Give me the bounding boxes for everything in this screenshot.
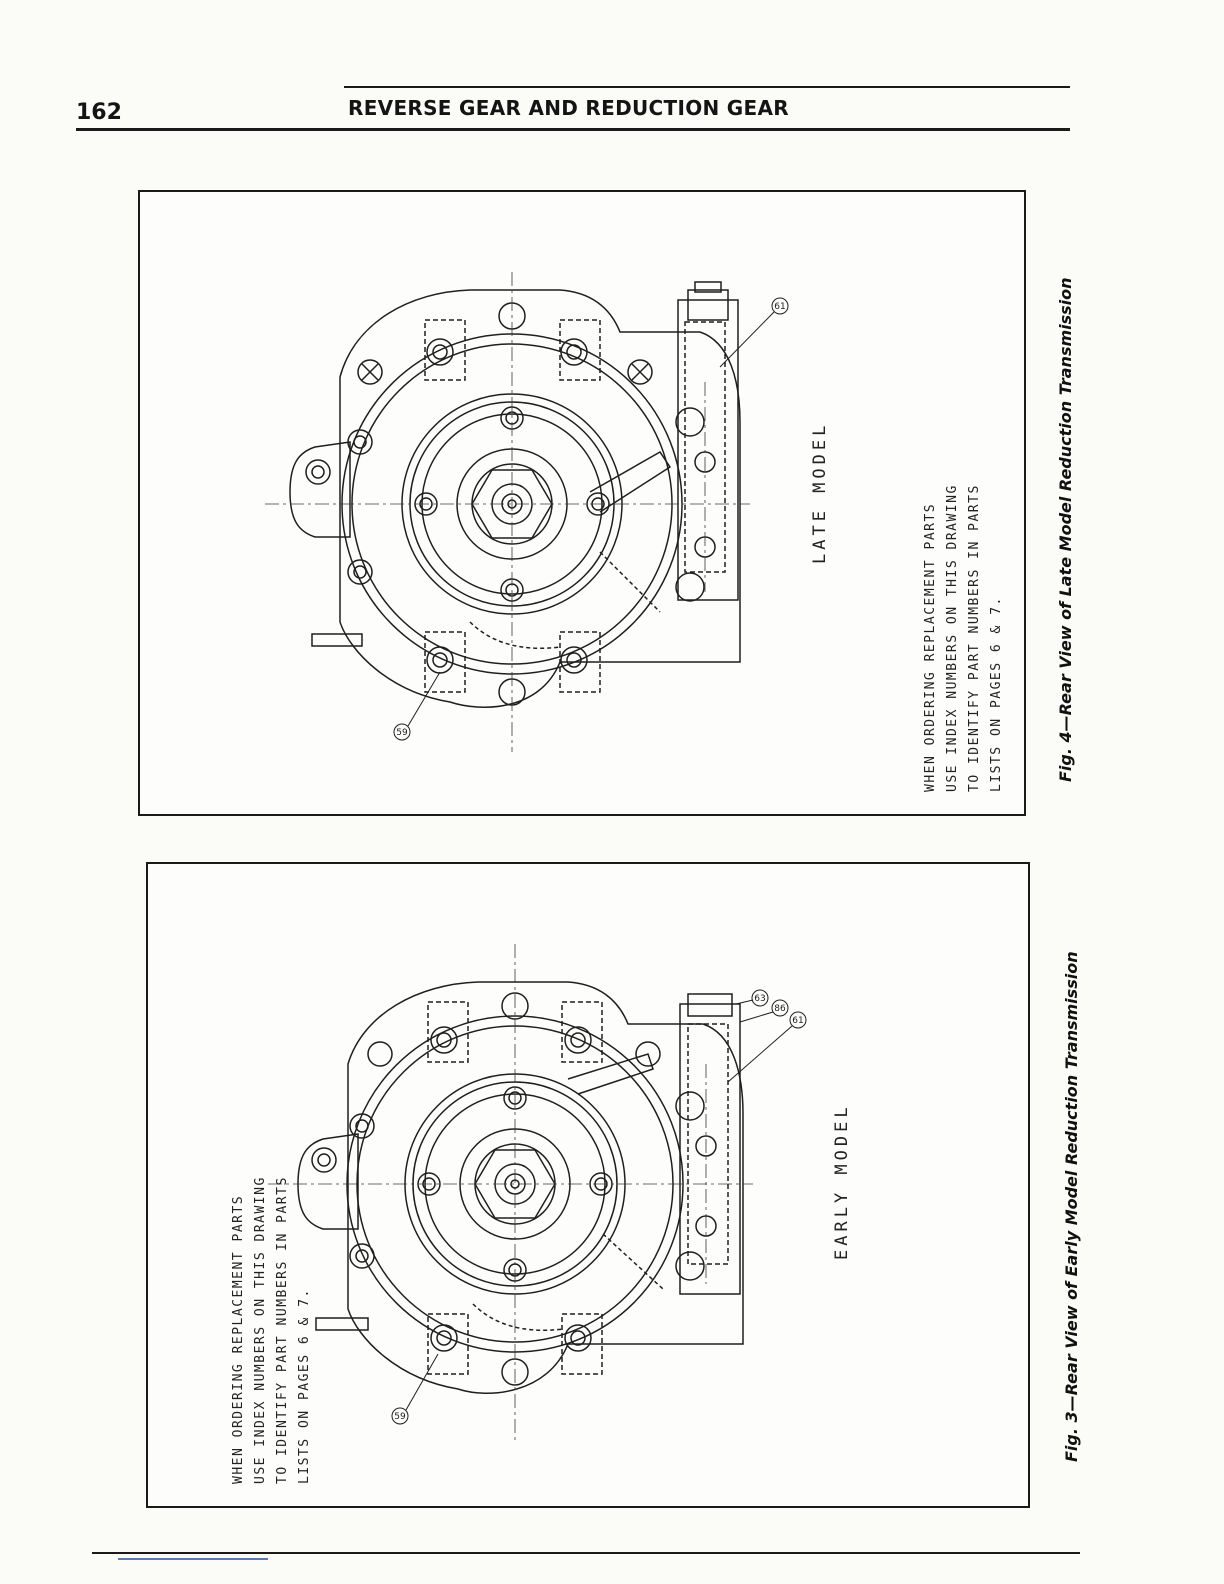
note-line: TO IDENTIFY PART NUMBERS IN PARTS [275,1176,290,1484]
figure-4-caption: Fig. 4—Rear View of Late Model Reduction Transmission [1056,277,1075,782]
note-line: LISTS ON PAGES 6 & 7. [989,596,1004,792]
note-line: WHEN ORDERING REPLACEMENT PARTS [231,1194,246,1484]
callout-59: 59 [396,728,408,738]
callout-86: 86 [774,1004,786,1014]
running-title: REVERSE GEAR AND REDUCTION GEAR [348,96,789,120]
model-label-late: LATE MODEL [810,421,830,564]
transmission-drawing-late-model [140,192,1024,814]
figure-3-caption: Fig. 3—Rear View of Early Model Reduction Transmission [1062,951,1081,1462]
header-top-rule [344,86,1070,88]
callout-59: 59 [394,1412,406,1422]
model-label-early: EARLY MODEL [832,1103,852,1260]
note-line: USE INDEX NUMBERS ON THIS DRAWING [945,484,960,792]
footer-rule [92,1552,1080,1554]
ordering-note-early [228,1176,316,1484]
header-bottom-rule [76,128,1070,131]
note-line: USE INDEX NUMBERS ON THIS DRAWING [253,1176,268,1484]
note-line: LISTS ON PAGES 6 & 7. [297,1288,312,1484]
note-line: TO IDENTIFY PART NUMBERS IN PARTS [967,484,982,792]
callout-61: 61 [792,1016,804,1026]
note-line: WHEN ORDERING REPLACEMENT PARTS [923,502,938,792]
figure-frame-late-model [138,190,1026,816]
figure-frame-early-model [146,862,1030,1508]
page-number: 162 [76,100,122,125]
footer-accent [118,1558,268,1560]
callout-63: 63 [754,994,766,1004]
callout-61: 61 [774,302,786,312]
ordering-note-late [920,484,1008,792]
